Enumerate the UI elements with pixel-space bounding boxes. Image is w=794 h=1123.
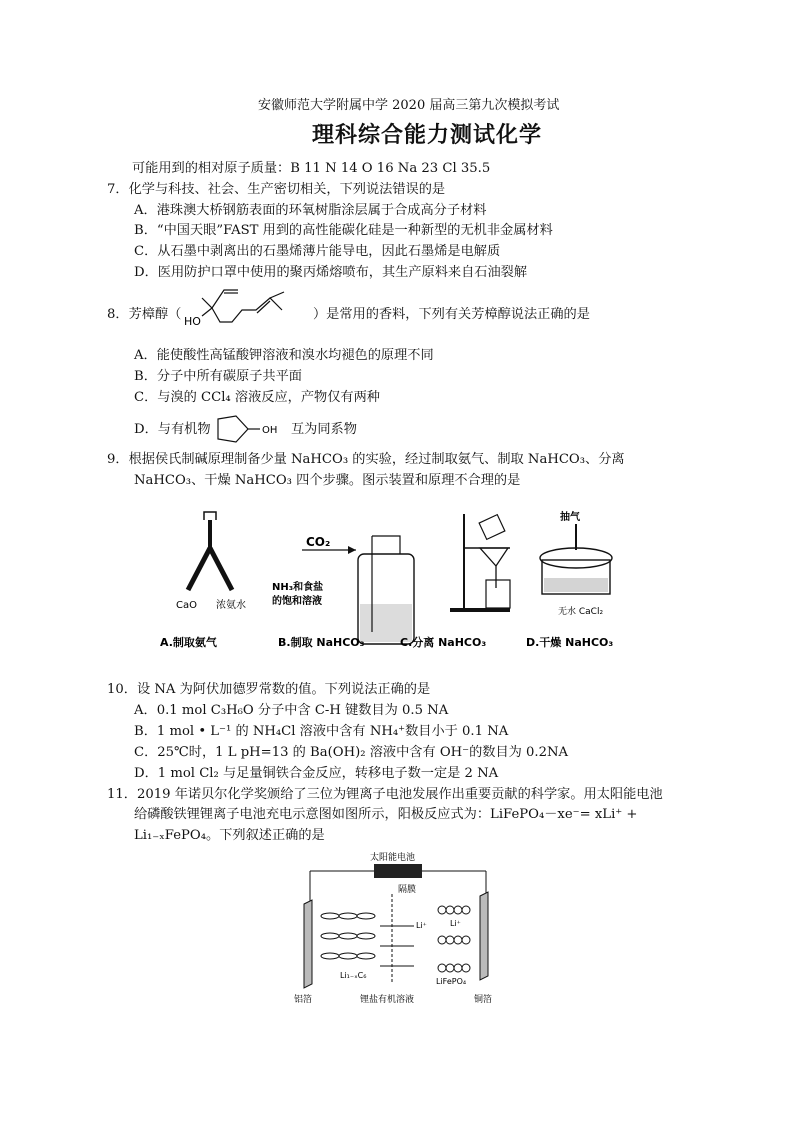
svg-text:Li⁺: Li⁺ [450, 919, 461, 928]
apparatus-b [272, 535, 414, 644]
atomic-masses: 可能用到的相对原子质量：B 11 N 14 O 16 Na 23 Cl 35.5 [132, 161, 491, 176]
svg-text:抽气: 抽气 [560, 512, 580, 523]
q10-option-a: A．0.1 mol C₃H₆O 分子中含 C-H 键数目为 0.5 NA [134, 703, 449, 718]
q8-stem-end: ）是常用的香料，下列有关芳樟醇说法正确的是 [313, 307, 590, 322]
q11-stem-line3: Li₁₋ₓFePO₄。下列叙述正确的是 [134, 828, 325, 843]
q9-stem-line1: 9．根据侯氏制碱原理制备少量 NaHCO₃ 的实验，经过制取氨气、制取 NaHCO₃、分离 [107, 452, 625, 467]
svg-text:CO₂: CO₂ [306, 535, 331, 549]
svg-text:Li₁₋ₓC₆: Li₁₋ₓC₆ [340, 971, 367, 980]
q9-apparatus-figure [160, 508, 630, 654]
svg-text:NH₃和食盐: NH₃和食盐 [272, 582, 324, 593]
svg-text:铝箔: 铝箔 [294, 995, 313, 1005]
school-header: 安徽师范大学附属中学 2020 届高三第九次模拟考试 [258, 98, 560, 113]
svg-text:隔膜: 隔膜 [398, 885, 417, 895]
svg-text:无水 CaCl₂: 无水 CaCl₂ [558, 607, 604, 617]
q9-stem-line2: NaHCO₃、干燥 NaHCO₃ 四个步骤。图示装置和原理不合理的是 [134, 473, 521, 488]
q10-stem: 10．设 NA 为阿伏加德罗常数的值。下列说法正确的是 [107, 682, 431, 697]
q11-stem-line1: 11．2019 年诺贝尔化学奖颁给了三位为锂离子电池发展作出重要贡献的科学家。用太阳能电池 [107, 787, 663, 802]
caption-c: C.分离 NaHCO₃ [400, 636, 487, 649]
q10-option-d: D．1 mol Cl₂ 与足量铜铁合金反应，转移电子数一定是 2 NA [134, 766, 499, 781]
q11-battery-figure [290, 850, 510, 1008]
svg-text:锂盐有机溶液: 锂盐有机溶液 [360, 995, 415, 1005]
svg-text:铜箔: 铜箔 [474, 995, 493, 1005]
apparatus-a [176, 512, 246, 611]
q10-option-b: B．1 mol • L⁻¹ 的 NH₄Cl 溶液中含有 NH₄⁺数目小于 0.1 NA [134, 724, 509, 739]
svg-text:LiFePO₄: LiFePO₄ [436, 977, 467, 986]
svg-text:的饱和溶液: 的饱和溶液 [272, 596, 322, 607]
oh-label: OH [262, 425, 278, 436]
q8-option-b: B．分子中所有碳原子共平面 [134, 369, 302, 384]
apparatus-c [450, 514, 510, 612]
q11-stem-line2: 给磷酸铁锂锂离子电池充电示意图如图所示，阳极反应式为：LiFePO₄－xe⁻= xLi⁺ + [134, 807, 638, 822]
q8-option-a: A．能使酸性高锰酸钾溶液和溴水均褪色的原理不同 [134, 348, 434, 363]
q7-option-b: B．“中国天眼”FAST 用到的高性能碳化硅是一种新型的无机非金属材料 [134, 223, 553, 238]
q7-option-d: D．医用防护口罩中使用的聚丙烯熔喷布，其生产原料来自石油裂解 [134, 265, 528, 280]
q7-stem: 7．化学与科技、社会、生产密切相关，下列说法错误的是 [107, 182, 446, 197]
caption-a: A.制取氨气 [160, 636, 217, 649]
q7-option-a: A．港珠澳大桥钢筋表面的环氧树脂涂层属于合成高分子材料 [134, 203, 487, 218]
q7-option-c: C．从石墨中剥离出的石墨烯薄片能导电，因此石墨烯是电解质 [134, 244, 501, 259]
caption-d: D.干燥 NaHCO₃ [526, 636, 614, 649]
q8-option-d-start: D．与有机物 [134, 422, 211, 437]
svg-text:太阳能电池: 太阳能电池 [370, 853, 416, 863]
cyclopentanol-structure [214, 414, 290, 444]
svg-text:浓氨水: 浓氨水 [216, 600, 246, 611]
q8-option-c: C．与溴的 CCl₄ 溶液反应，产物仅有两种 [134, 390, 380, 405]
svg-text:Li⁺: Li⁺ [416, 921, 427, 930]
q8-stem-start: 8．芳樟醇（ [107, 307, 182, 322]
linalool-structure [180, 284, 310, 332]
svg-text:CaO: CaO [176, 600, 197, 611]
caption-b: B.制取 NaHCO₃ [278, 636, 365, 649]
apparatus-d [540, 510, 612, 617]
q10-option-c: C．25℃时，1 L pH=13 的 Ba(OH)₂ 溶液中含有 OH⁻的数目为 0.2NA [134, 745, 569, 760]
hydroxyl-label: HO [184, 315, 201, 328]
exam-title: 理科综合能力测试化学 [312, 122, 543, 148]
q8-option-d-end: 互为同系物 [291, 422, 357, 437]
